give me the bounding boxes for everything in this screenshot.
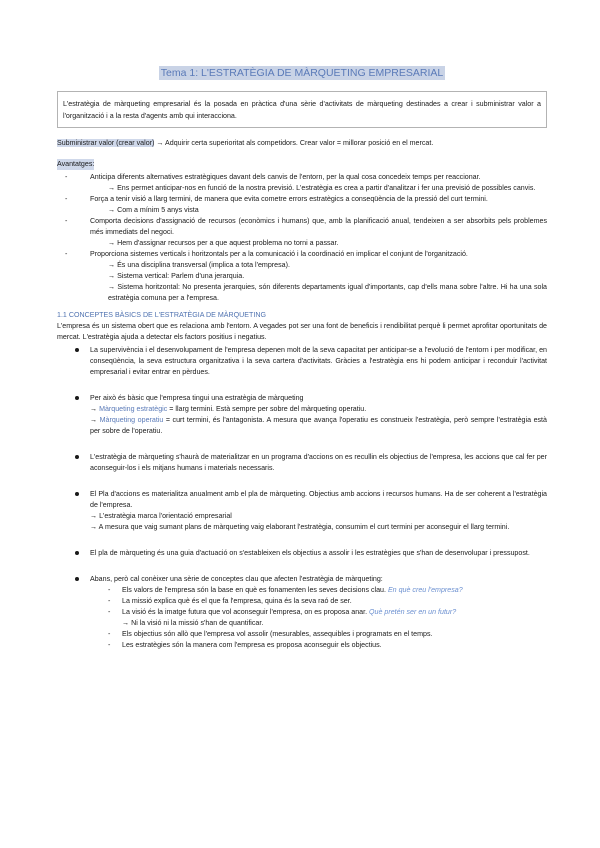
- term-operational-marketing: Màrqueting operatiu: [99, 416, 164, 424]
- section-lead: L'empresa és un sistema obert que es relaciona amb l'entorn. A vegades pot ser una font de beneficis i rendibilitat perquè li permet aprofitar oportunitats de mercat. L'estratègia ajuda a detectar els factors positius i negatius.: [57, 322, 547, 341]
- concept-bullet: Abans, però cal conèixer una sèrie de conceptes clau que afecten l'estratègia de màrqueting: - Els valors de l'empresa són la base en què es fonamenten les seves decisions clau. En què creu l'empresa? - La missió explica què és el que fa l'empresa, quina és la seva raó de ser. - La visió és la imatge futura que vol aconseguir l'empresa, on es proposa anar. Què pretén ser en un futur? → Ni la visió ni la missió s'han de quantificar. - Els objectius són allò que l'empresa vol assolir (mesurables, assequibles i programats en el temps. - Les estratègies són la manera com l'empresa es proposa aconseguir els objectius.: [57, 574, 547, 651]
- advantages-list: [57, 172, 547, 304]
- key-concepts-list: [90, 585, 547, 618]
- advantage-item: - Proporciona sistemes verticals i horitzontals per a la comunicació i la coordinació en implicar el conjunt de l'organització. → És una disciplina transversal (implica a tota l'empresa). → Sistema vertical: Parlem d'una jerarquia. → Sistema horitzontal: No presenta jerarquies, són diferents departaments igual d'importants, cap d'ells mana sobre l'altre. Hi ha una sola estratègia comuna per a l'empresa.: [57, 249, 547, 304]
- advantage-item: - Comporta decisions d'assignació de recursos (econòmics i humans) que, amb la planificació anual, tendeixen a ser absorbits pels problemes més immediats del negoci. → Hem d'assignar recursos per a que aquest problema no torni a passar.: [57, 216, 547, 249]
- advantages-title: Avantatges:: [57, 160, 95, 168]
- concept-bullet: Per això és bàsic que l'empresa tingui una estratègia de màrqueting → Màrqueting estratègic = llarg termini. Està sempre per sobre del màrqueting operatiu. → Màrqueting operatiu = curt termini, és l'antagonista. A mesura que avança l'operatiu es construeix l'estratègia, però sempre l'estratègia està per sobre de l'operatiu.: [57, 393, 547, 437]
- concept-bullet: El Pla d'accions es materialitza anualment amb el pla de màrqueting. Objectius amb accions i recursos humans. Ha de ser coherent a l'estratègia de l'empresa. → L'estratègia marca l'orientació empresarial → A mesura que vaig sumant plans de màrqueting vaig elaborant l'estratègia, consumim el curt termini per aconseguir el llarg termini.: [57, 489, 547, 533]
- key-concept-item: - Les estratègies són la manera com l'empresa es proposa aconseguir els objectius.: [90, 640, 547, 651]
- concept-bullet: El pla de màrqueting és una guia d'actuació on s'estableixen els objectius a assolir i les estratègies que s'han de desenvolupar i pressupost.: [57, 548, 547, 559]
- concept-bullet: La supervivència i el desenvolupament de l'empresa depenen molt de la seva capacitat per anticipar-se a l'evolució de l'entorn i per modificar, en conseqüència, la seva estructura organitzativa i la seva cartera d'activitats. Gràcies a l'estratègia ens hi podem anticipar i reconduir l'activitat empresarial i evitar entrar en pèrdues.: [57, 345, 547, 378]
- value-highlight: Subministrar valor (crear valor): [57, 139, 155, 147]
- value-line: [57, 138, 547, 149]
- advantage-item: - Anticipa diferents alternatives estratègiques davant dels canvis de l'entorn, per la qual cosa concedeix temps per reaccionar. → Ens permet anticipar-nos en funció de la nostra previsió. L'estratègia es crea a partir d'analitzar i fer una previsió de possibles canvis.: [57, 172, 547, 194]
- advantages-section: [57, 159, 547, 304]
- intro-text: L'estratègia de màrqueting empresarial és la posada en pràctica d'una sèrie d'activitats de màrqueting destinades a crear i subministrar valor a l'organització i a la resta d'agents amb qui interacciona.: [63, 100, 541, 120]
- value-rest: → Adquirir certa superioritat als competidors. Crear valor = millorar posició en el mercat.: [154, 139, 434, 147]
- concept-bullet: L'estratègia de màrqueting s'haurà de materialitzar en un programa d'accions on es recullin els objectius de l'empresa, les accions que cal fer per aconseguir-los i els mitjans humans i materials necessaris.: [57, 452, 547, 474]
- document-title: Tema 1: L'ESTRATÈGIA DE MÀRQUETING EMPRESARIAL: [160, 67, 444, 79]
- intro-box: [57, 91, 547, 128]
- advantage-item: - Força a tenir visió a llarg termini, de manera que evita cometre errors estratègics a conseqüència de la pressió del curt termini. → Com a mínim 5 anys vista: [57, 194, 547, 216]
- document-page: [57, 66, 547, 657]
- key-concept-item: - La visió és la imatge futura que vol aconseguir l'empresa, on es proposa anar. Què pretén ser en un futur?: [90, 607, 547, 618]
- key-concept-item: - Els objectius són allò que l'empresa vol assolir (mesurables, assequibles i programats en el temps.: [90, 629, 547, 640]
- key-concept-item: - Els valors de l'empresa són la base en què es fonamenten les seves decisions clau. En què creu l'empresa?: [90, 585, 547, 596]
- concepts-list: [57, 345, 547, 651]
- key-concept-item: - La missió explica què és el que fa l'empresa, quina és la seva raó de ser.: [90, 596, 547, 607]
- section-heading: 1.1 CONCEPTES BÀSICS DE L'ESTRATÈGIA DE MÀRQUETING: [57, 311, 266, 319]
- term-strategic-marketing: Màrqueting estratègic: [99, 405, 168, 413]
